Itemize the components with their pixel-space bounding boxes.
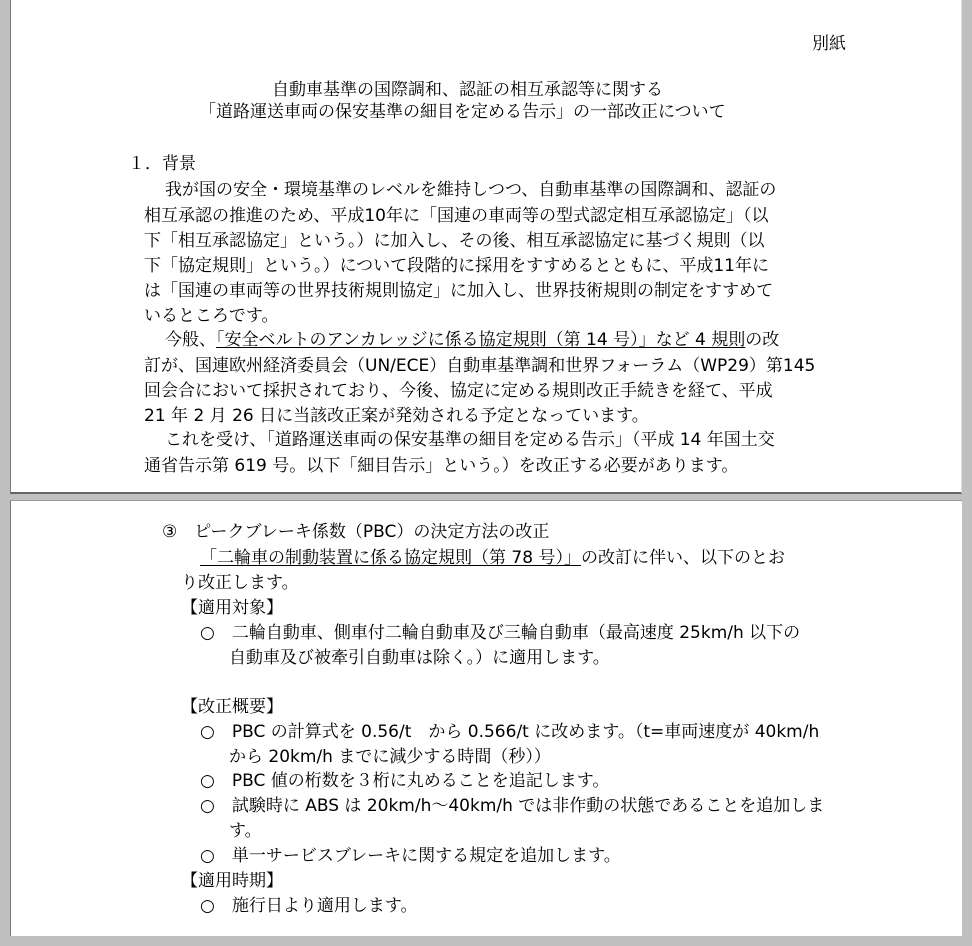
para2-prefix: 今般、 (165, 330, 216, 350)
summary-item: ○ PBC 値の桁数を３桁に丸めることを追記します。 (200, 771, 610, 791)
paragraph-line (165, 330, 779, 350)
paragraph-line: 下「相互承認協定」という。）に加入し、その後、相互承認協定に基づく規則（以 (144, 231, 765, 251)
item-3-intro-line-2: り改正します。 (181, 573, 299, 593)
scope-heading: 【適用対象】 (181, 598, 283, 618)
scope-item: ○ 二輪自動車、側車付二輪自動車及び三輪自動車（最高速度 25km/h 以下の (200, 623, 801, 643)
attachment-label: 別紙 (812, 34, 846, 54)
summary-item: ○ 単一サービスブレーキに関する規定を追加します。 (200, 846, 621, 866)
para2-suffix: の改 (745, 330, 780, 350)
paragraph-line: は「国連の車両等の世界技術規則協定」に加入し、世界技術規則の制定をすすめて (144, 281, 774, 301)
paragraph-line: 訂が、国連欧州経済委員会（UN/ECE）自動車基準調和世界フォーラム（WP29）第145 (144, 356, 816, 376)
item-3-heading: ③ ピークブレーキ係数（PBC）の決定方法の改正 (162, 522, 550, 542)
summary-item: ○ 試験時に ABS は 20km/h～40km/h では非作動の状態であることを追加しま (200, 796, 825, 816)
timing-heading: 【適用時期】 (181, 871, 283, 891)
title-line-1: 自動車基準の国際調和、認証の相互承認等に関する (272, 80, 663, 100)
underlined-regulation-reference: 「安全ベルトのアンカレッジに係る協定規則（第 14 号）」など 4 規則 (216, 330, 746, 350)
paragraph-line: 通省告示第 619 号。以下「細目告示」という。）を改正する必要があります。 (144, 456, 739, 476)
timing-item: ○ 施行日より適用します。 (200, 896, 418, 916)
intro-suffix: の改訂に伴い、以下のとお (580, 548, 785, 568)
paragraph-line: いるところです。 (144, 306, 279, 326)
title-line-2: 「道路運送車両の保安基準の細目を定める告示」の一部改正について (199, 102, 726, 122)
underlined-regulation-reference: 「二輪車の制動装置に係る協定規則（第 78 号）」 (200, 548, 581, 568)
paragraph-line: 回会合において採択されており、今後、協定に定める規則改正手続きを経て、平成 (144, 381, 773, 401)
paragraph-line: これを受け、「道路運送車両の保安基準の細目を定める告示」（平成 14 年国土交 (165, 430, 775, 450)
paragraph-line: 下「協定規則」という。）について段階的に採用をすすめるとともに、平成11年に (144, 256, 769, 276)
scope-item-continuation: 自動車及び被牽引自動車は除く。）に適用します。 (229, 648, 610, 668)
item-3-intro-line (200, 548, 785, 568)
summary-item-continuation: す。 (229, 821, 262, 841)
summary-heading: 【改正概要】 (181, 697, 283, 717)
summary-item-continuation: から 20km/h までに減少する時間（秒）） (229, 747, 551, 767)
section-heading-background: １．背景 (128, 154, 196, 174)
paragraph-line: 21 年 2 月 26 日に当該改正案が発効される予定となっています。 (144, 406, 649, 426)
paragraph-line: 相互承認の推進のため、平成10年に「国連の車両等の型式認定相互承認協定」（以 (144, 206, 769, 226)
paragraph-line: 我が国の安全・環境基準のレベルを維持しつつ、自動車基準の国際調和、認証の (165, 180, 777, 200)
summary-item: ○ PBC の計算式を 0.56/t から 0.566/t に改めます。（t=車両速度が 40km/h (200, 722, 820, 742)
